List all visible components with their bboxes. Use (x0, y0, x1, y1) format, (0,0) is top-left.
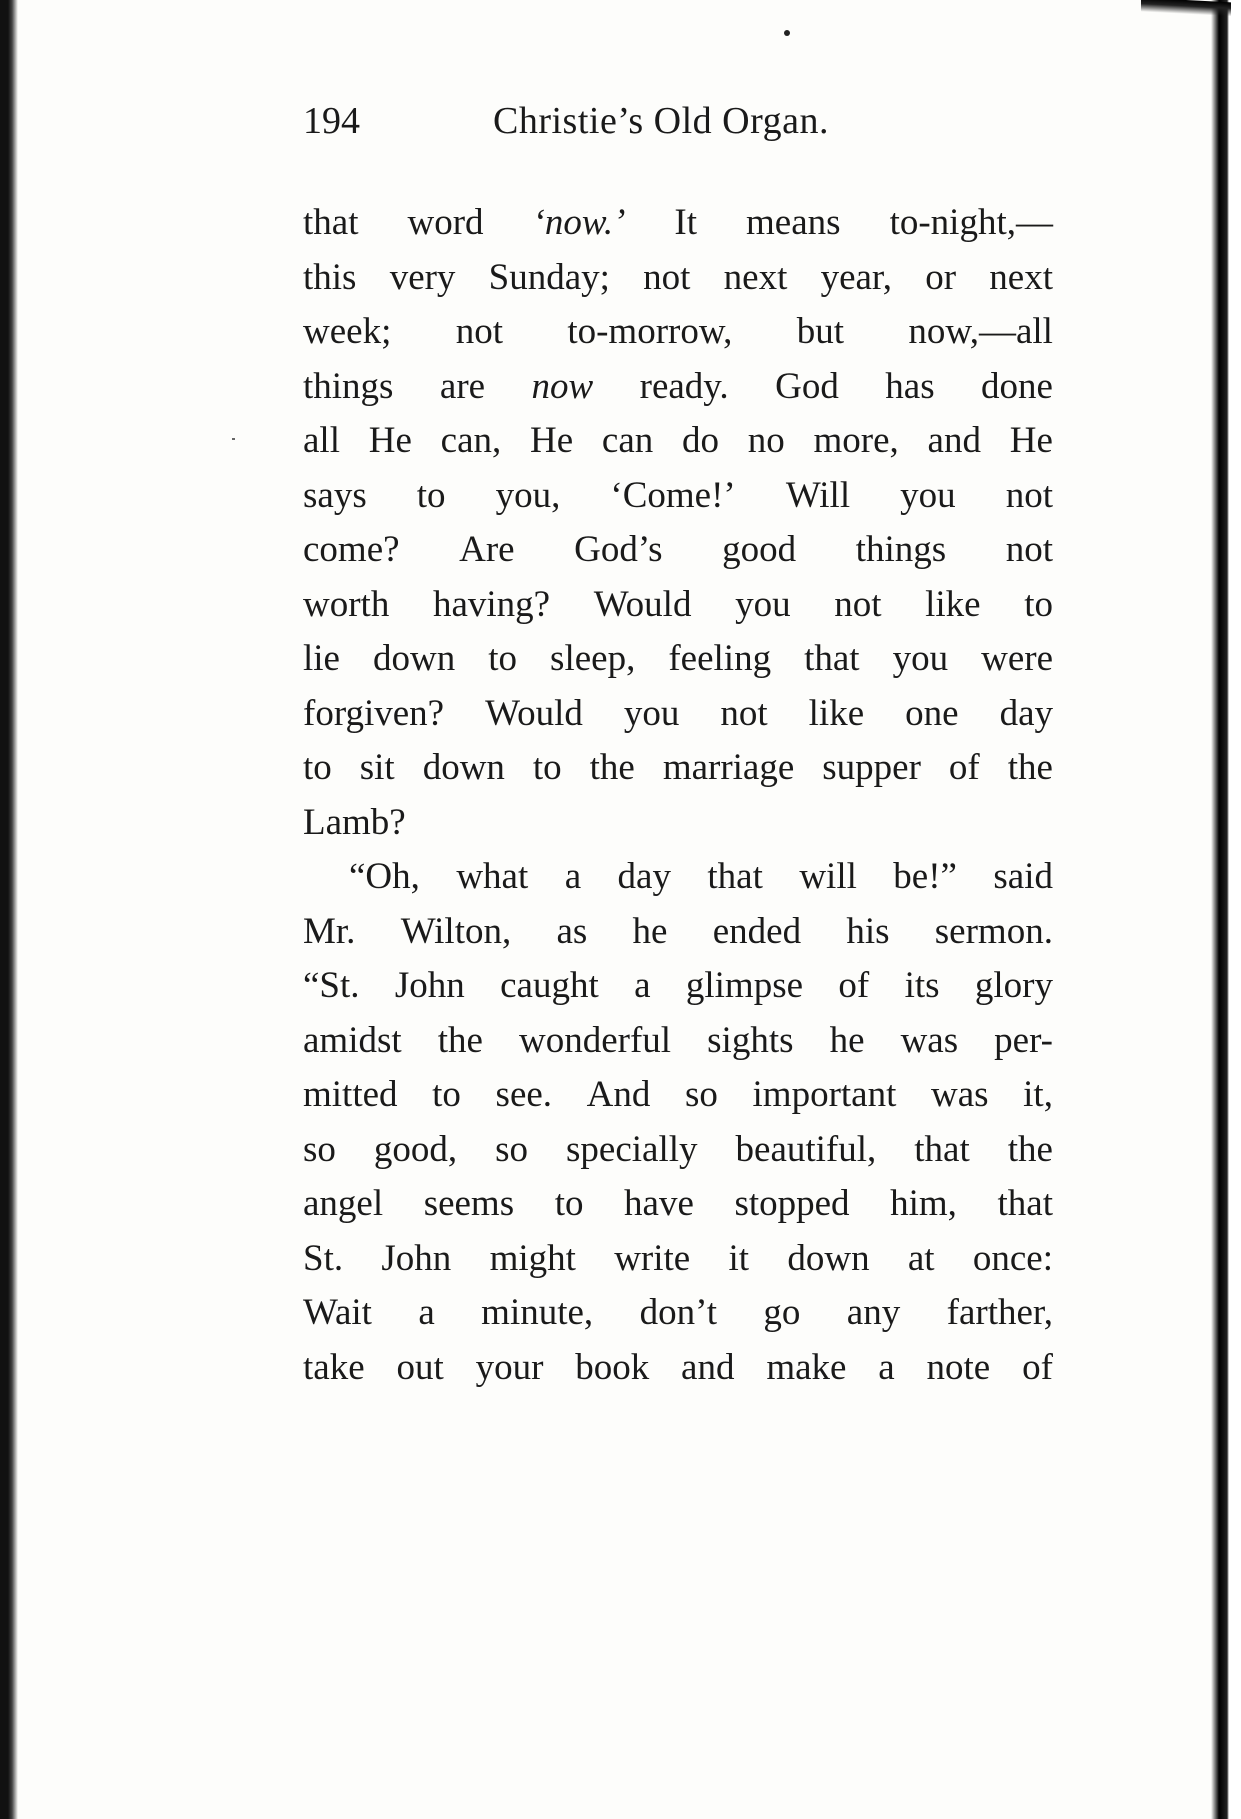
word: ready. (639, 365, 729, 407)
word: a (634, 965, 651, 1006)
word: more, (813, 420, 899, 461)
word: to-night,— (889, 202, 1053, 243)
word: once: (972, 1237, 1053, 1279)
text-line (303, 1014, 1053, 1069)
text-line (303, 360, 1053, 415)
word: of (838, 965, 870, 1006)
word: stopped (734, 1183, 850, 1224)
word: St. (303, 1237, 344, 1279)
text-line (303, 905, 1053, 960)
word: caught (500, 965, 599, 1006)
word: day (617, 856, 671, 897)
word: any (846, 1292, 901, 1333)
word: to (1024, 583, 1053, 625)
word: not (643, 256, 691, 298)
word: supper (822, 747, 921, 788)
word: a (564, 856, 582, 897)
word: specially (566, 1128, 698, 1170)
word: to (532, 747, 562, 788)
word: that (707, 856, 763, 897)
word: note (926, 1346, 991, 1388)
word: ‘Come!’ (610, 474, 736, 516)
word: mitted (303, 1074, 398, 1115)
word: feeling (668, 638, 772, 679)
word: sleep, (550, 638, 636, 679)
word: as (556, 910, 588, 952)
word: forgiven? (303, 692, 445, 734)
word: he (632, 910, 668, 952)
word: angel (303, 1183, 384, 1224)
word: the (1007, 1128, 1053, 1170)
word: you (900, 474, 956, 516)
scan-edge-right (1211, 0, 1241, 1819)
word: of (948, 747, 980, 788)
word: and (681, 1346, 735, 1388)
word: to (303, 747, 332, 788)
word: or (925, 256, 957, 298)
text-line (303, 796, 1053, 851)
word: Will (785, 474, 851, 516)
word: it (728, 1237, 750, 1279)
word: was (931, 1074, 989, 1115)
text-line (303, 632, 1053, 687)
word: next (989, 256, 1053, 298)
word: it, (1023, 1074, 1053, 1115)
text-line (303, 251, 1053, 306)
word: his (846, 910, 890, 952)
word: be!” (893, 856, 957, 897)
word: the (437, 1019, 483, 1061)
text-line (303, 469, 1053, 524)
word: lie (303, 638, 340, 679)
word: Would (485, 692, 583, 734)
word: that (914, 1128, 970, 1170)
word: go (763, 1292, 801, 1333)
word: done (981, 365, 1053, 407)
text-line (303, 1286, 1053, 1341)
word: very (389, 256, 456, 298)
word: so (495, 1128, 529, 1170)
word: down (422, 747, 505, 788)
text-line (303, 1232, 1053, 1287)
word: per- (994, 1019, 1053, 1061)
word: And (586, 1074, 651, 1115)
word: Are (459, 529, 515, 570)
text-line (303, 1068, 1053, 1123)
word: ‘now.’ (532, 202, 626, 243)
word: to-morrow, (567, 311, 733, 352)
word: the (1007, 747, 1053, 788)
text-line (303, 1341, 1053, 1396)
text-line (303, 1123, 1053, 1178)
word: day (999, 692, 1053, 734)
word: him, (890, 1183, 957, 1224)
word: not (720, 692, 768, 734)
word: like (808, 692, 865, 734)
word: next (723, 256, 788, 298)
word: Wilton, (400, 910, 512, 952)
scan-edge-corner (1141, 0, 1231, 16)
scan-edge-left (0, 0, 18, 1819)
word: ended (712, 910, 802, 952)
word: might (489, 1237, 576, 1279)
word: was (900, 1019, 959, 1061)
word: can, (440, 420, 502, 461)
word: that (804, 638, 860, 679)
word: Would (593, 583, 692, 625)
word: sights (707, 1019, 794, 1061)
word: down (373, 638, 456, 679)
word: Wait (303, 1292, 372, 1333)
word: It (674, 202, 698, 243)
word: out (396, 1346, 444, 1388)
word: and (927, 420, 981, 461)
word: minute, (481, 1292, 594, 1333)
word: glimpse (685, 965, 804, 1006)
word: now,—all (908, 311, 1053, 352)
word: so (303, 1128, 336, 1170)
page-number: 194 (303, 100, 360, 142)
text-line (303, 578, 1053, 633)
word: things (303, 365, 394, 407)
word: “St. (303, 965, 360, 1006)
word: seems (423, 1183, 515, 1224)
word: at (907, 1237, 935, 1279)
word: you (623, 692, 680, 734)
body-text (303, 196, 1053, 1395)
word: John (394, 965, 465, 1006)
word: important (752, 1074, 897, 1115)
word: that (997, 1183, 1053, 1224)
word: He (530, 420, 574, 461)
word: He (1009, 420, 1053, 461)
word: glory (974, 965, 1053, 1006)
word: sit (359, 747, 395, 788)
running-title: Christie’s Old Organ. (493, 100, 829, 142)
text-line (303, 850, 1053, 905)
word: that (303, 202, 359, 243)
word: book (575, 1346, 650, 1388)
word: John (381, 1237, 452, 1279)
word: have (624, 1183, 694, 1224)
word: its (904, 965, 940, 1006)
word: wonderful (519, 1019, 672, 1061)
word: you (892, 638, 949, 679)
word: to (488, 638, 518, 679)
word: Sunday; (488, 256, 610, 298)
text-line (303, 959, 1053, 1014)
word: not (834, 583, 882, 625)
word: to (554, 1183, 584, 1224)
word: one (905, 692, 959, 734)
word: year, (820, 256, 893, 298)
word: worth (303, 583, 390, 625)
running-header (303, 96, 1063, 146)
word: see. (495, 1074, 553, 1115)
word: has (885, 365, 935, 407)
word: write (614, 1237, 691, 1279)
word: can (601, 420, 654, 461)
word: are (439, 365, 486, 407)
paragraph (303, 850, 1053, 1395)
text-line (303, 414, 1053, 469)
word: do (682, 420, 720, 461)
word: no (747, 420, 785, 461)
word: what (456, 856, 529, 897)
paragraph (303, 196, 1053, 850)
word: now (531, 365, 594, 407)
text-line (303, 687, 1053, 742)
word: don’t (639, 1292, 718, 1333)
word: not (1005, 474, 1053, 516)
word: to (416, 474, 446, 516)
word: come? (303, 529, 400, 570)
scan-speck (784, 30, 790, 36)
word: the (589, 747, 635, 788)
word: take (303, 1346, 365, 1388)
word: Mr. (303, 910, 356, 952)
word: good (722, 529, 797, 570)
word: to (432, 1074, 461, 1115)
word: this (303, 256, 357, 298)
word: were (981, 638, 1053, 679)
word: says (303, 474, 367, 516)
word: sermon. (934, 910, 1053, 952)
word: word (407, 202, 484, 243)
word: good, (373, 1128, 458, 1170)
word: so (685, 1074, 718, 1115)
word: beautiful, (735, 1128, 877, 1170)
word: down (787, 1237, 870, 1279)
word: marriage (662, 747, 795, 788)
word: means (746, 202, 841, 243)
word: not (455, 311, 503, 352)
word: your (475, 1346, 544, 1388)
word: like (925, 583, 981, 625)
word: a (878, 1346, 895, 1388)
word: of (1022, 1346, 1053, 1388)
text-line (303, 741, 1053, 796)
word: God (775, 365, 839, 407)
word: will (799, 856, 857, 897)
text-line (303, 305, 1053, 360)
word: Lamb? (303, 801, 406, 843)
text-line (303, 1177, 1053, 1232)
text-line (303, 523, 1053, 578)
word: things (855, 529, 947, 570)
word: make (766, 1346, 847, 1388)
word: He (368, 420, 412, 461)
word: God’s (574, 529, 663, 570)
text-line (303, 196, 1053, 251)
word: said (993, 856, 1053, 897)
word: but (796, 311, 845, 352)
word: “Oh, (349, 856, 420, 897)
scan-speck (232, 438, 235, 440)
word: amidst (303, 1019, 402, 1061)
word: he (829, 1019, 865, 1061)
word: farther, (946, 1292, 1053, 1333)
word: week; (303, 311, 392, 352)
word: having? (432, 583, 551, 625)
word: a (418, 1292, 435, 1333)
word: all (303, 420, 340, 461)
word: you, (495, 474, 561, 516)
word: not (1005, 529, 1053, 570)
word: you (735, 583, 791, 625)
